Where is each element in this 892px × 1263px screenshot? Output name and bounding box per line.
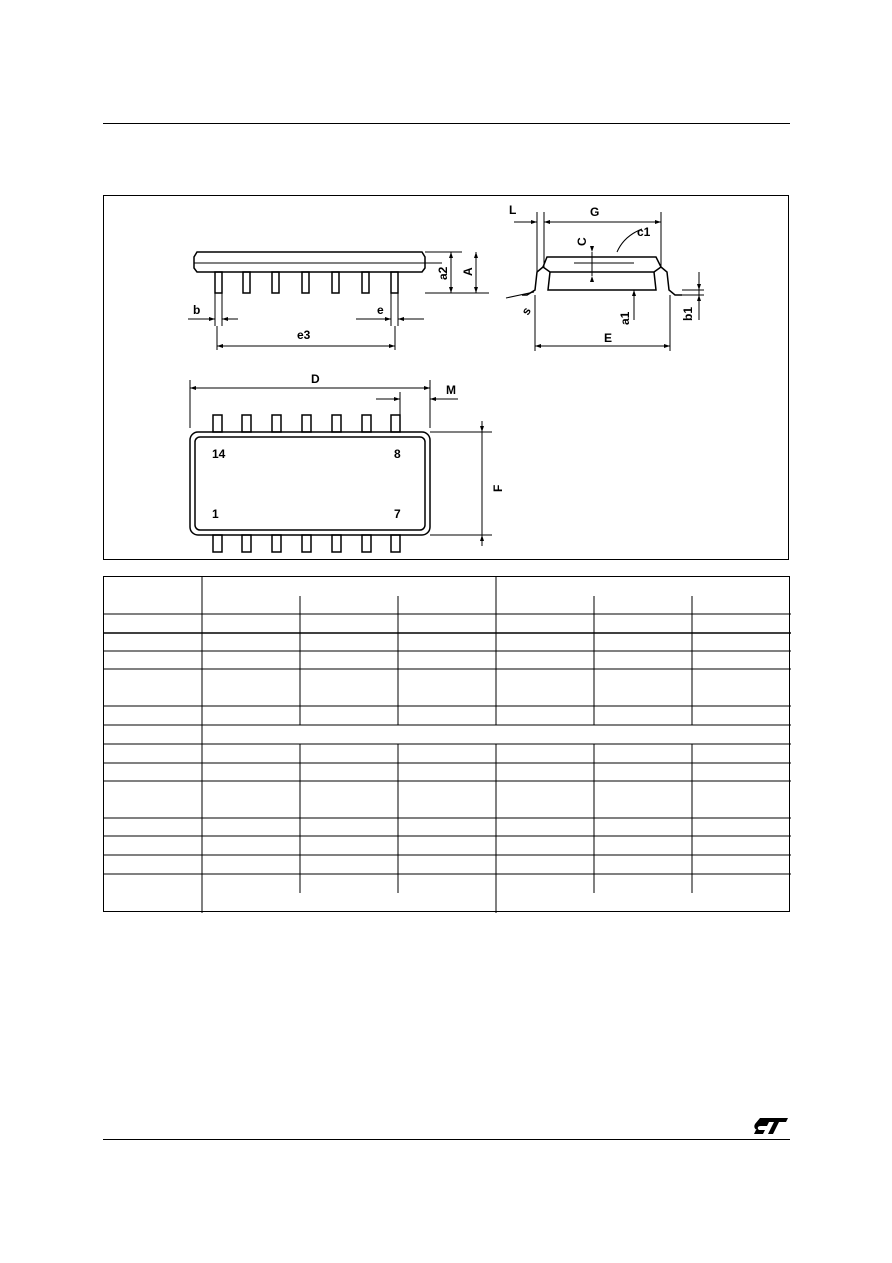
dim-label-L: L — [509, 203, 517, 217]
package-outline-svg — [104, 196, 790, 561]
dim-label-a2: a2 — [436, 266, 450, 280]
table-grid-svg — [104, 577, 791, 913]
header-rule — [103, 123, 790, 124]
dim-label-e: e — [377, 303, 384, 317]
mechanical-data-table — [103, 576, 790, 912]
top-view-leads-lower — [213, 535, 400, 552]
footer-rule — [103, 1139, 790, 1140]
dim-label-s: s — [518, 304, 534, 318]
top-view — [190, 380, 492, 552]
pin-label-1: 1 — [212, 507, 219, 521]
dim-label-c1: c1 — [637, 225, 651, 239]
st-logo-icon — [752, 1116, 790, 1136]
dim-label-a1: a1 — [618, 311, 632, 325]
top-view-leads-upper — [213, 415, 400, 432]
dim-label-e3: e3 — [297, 328, 311, 342]
pin-label-14: 14 — [212, 447, 226, 461]
dim-label-b: b — [193, 303, 201, 317]
dim-label-b1: b1 — [681, 306, 695, 321]
dim-label-C: C — [575, 237, 589, 246]
package-drawing — [103, 195, 789, 560]
dim-label-G: G — [590, 205, 600, 219]
pin-label-8: 8 — [394, 447, 401, 461]
side-view-leads — [215, 272, 398, 293]
dim-label-A: A — [461, 267, 475, 276]
dim-label-F: F — [491, 484, 505, 492]
dim-label-M: M — [446, 383, 456, 397]
pin-label-7: 7 — [394, 507, 401, 521]
dim-label-D: D — [311, 372, 320, 386]
dim-label-E: E — [604, 331, 613, 345]
